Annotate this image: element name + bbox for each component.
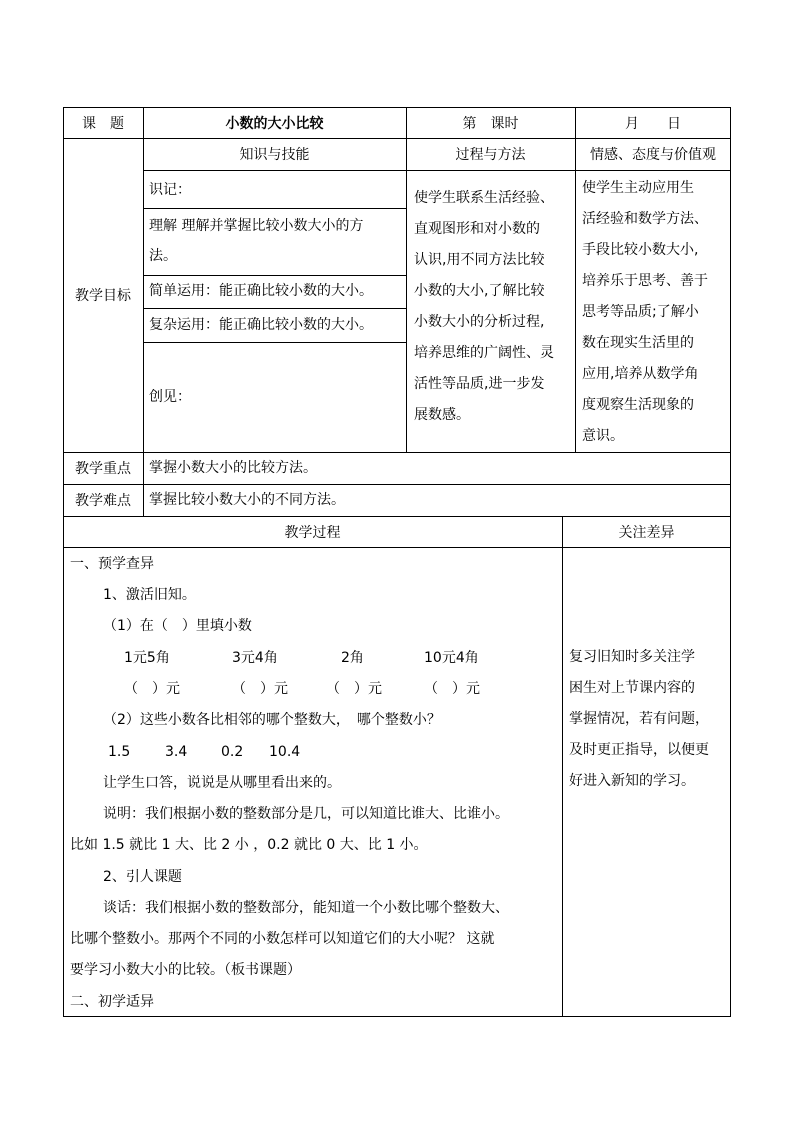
- topic-value-cell: [143, 107, 406, 138]
- date-label: 月 日: [625, 115, 681, 132]
- process-text: 比如 1.5 就比 1 大、比 2 小 ，0.2 就比 0 大、比 1 小。: [70, 837, 428, 853]
- exercise-prompt: （1）在（ ）里填小数: [103, 618, 252, 634]
- key-point-value: 掌握小数大小的比较方法。: [149, 460, 317, 476]
- attitude-text: [582, 173, 730, 452]
- notes-text: [569, 642, 731, 797]
- step-heading: 1、激活旧知。: [103, 587, 196, 603]
- attitude-line: 度观察生活现象的: [582, 397, 694, 413]
- row-divider: [63, 484, 731, 485]
- money-item: 10元4角: [424, 650, 479, 666]
- notes-header: 关注差异: [618, 524, 675, 541]
- key-point-label-cell: [63, 452, 143, 484]
- process-text: 让学生口答，说说是从哪里看出来的。: [103, 775, 341, 791]
- step-heading: 2、引人课题: [103, 869, 182, 885]
- date-cell: [575, 107, 731, 138]
- process-header-cell: [63, 516, 562, 547]
- attitude-line: 活经验和数学方法、: [582, 211, 708, 227]
- row-divider: [143, 208, 407, 209]
- exercise-prompt: （2）这些小数各比相邻的哪个整数大， 哪个整数小？: [103, 712, 441, 728]
- period-label: 第 课时: [462, 115, 519, 132]
- process-header: 教学过程: [284, 524, 341, 541]
- blank-yuan: （ ）元: [424, 681, 480, 697]
- process-text: 要学习小数大小的比较。（板书课题）: [70, 962, 301, 978]
- row-divider: [143, 170, 731, 171]
- key-point-label: 教学重点: [75, 461, 131, 477]
- money-item: 1元5角: [124, 650, 170, 666]
- notes-line: 好进入新知的学习。: [569, 773, 695, 789]
- row-divider: [63, 452, 731, 453]
- decimal-item: 1.5: [108, 744, 131, 760]
- attitude-header-cell: [575, 138, 731, 170]
- process-text: 比哪个整数小。那两个不同的小数怎样可以知道它们的大小呢？ 这就: [70, 931, 495, 947]
- attitude-line: 思考等品质;了解小: [582, 304, 699, 320]
- method-line: 使学生联系生活经验、: [414, 190, 554, 206]
- goals-label-cell: [63, 138, 143, 452]
- decimal-item: 0.2: [221, 744, 244, 760]
- goal-understand-line2: 法。: [149, 248, 177, 264]
- goal-memorize: 识记：: [149, 182, 191, 198]
- attitude-line: 应用,培养从数学角: [582, 366, 699, 382]
- method-line: 认识,用不同方法比较: [414, 252, 545, 268]
- goal-simple-use: 简单运用：能正确比较小数的大小。: [149, 283, 373, 299]
- process-text: 说明：我们根据小数的整数部分是几，可以知道比谁大、比谁小。: [103, 806, 509, 822]
- topic-label: 课 题: [82, 115, 124, 132]
- col-divider: [562, 516, 563, 1017]
- blank-yuan: （ ）元: [124, 681, 180, 697]
- method-line: 小数大小的分析过程,: [414, 314, 545, 330]
- decimal-item: 3.4: [165, 744, 188, 760]
- method-text: [414, 183, 574, 431]
- difficulty-label-cell: [63, 484, 143, 516]
- attitude-header: 情感、态度与价值观: [590, 147, 716, 163]
- notes-line: 掌握情况，若有问题，: [569, 711, 709, 727]
- money-item: 2角: [341, 650, 364, 666]
- method-header: 过程与方法: [455, 147, 526, 163]
- knowledge-header: 知识与技能: [239, 147, 310, 163]
- method-header-cell: [406, 138, 575, 170]
- period-cell: [406, 107, 575, 138]
- method-line: 小数的大小,了解比较: [414, 283, 545, 299]
- goal-insight: 创见：: [149, 389, 191, 405]
- method-line: 活性等品质,进一步发: [414, 376, 545, 392]
- method-line: 培养思维的广阔性、灵: [414, 345, 554, 361]
- lesson-title: 小数的大小比较: [225, 115, 324, 132]
- section-heading: 二、初学适异: [70, 994, 154, 1010]
- row-divider: [143, 342, 407, 343]
- row-divider: [63, 547, 731, 548]
- row-divider: [143, 308, 407, 309]
- notes-header-cell: [562, 516, 731, 547]
- goal-understand-line1: 理解 理解并掌握比较小数大小的方: [149, 218, 364, 234]
- attitude-line: 意识。: [582, 428, 624, 444]
- difficulty-label: 教学难点: [75, 493, 131, 509]
- notes-line: 及时更正指导，以便更: [569, 742, 709, 758]
- goal-complex-use: 复杂运用：能正确比较小数的大小。: [149, 317, 373, 333]
- attitude-line: 手段比较小数大小,: [582, 242, 699, 258]
- blank-yuan: （ ）元: [232, 681, 288, 697]
- difficulty-value: 掌握比较小数大小的不同方法。: [149, 492, 345, 508]
- attitude-line: 培养乐于思考、善于: [582, 273, 708, 289]
- knowledge-header-cell: [143, 138, 406, 170]
- process-text: 谈话：我们根据小数的整数部分，能知道一个小数比哪个整数大、: [103, 900, 509, 916]
- topic-label-cell: [63, 107, 143, 138]
- notes-line: 困生对上节课内容的: [569, 680, 695, 696]
- decimal-item: 10.4: [269, 744, 301, 760]
- section-heading: 一、预学查异: [70, 556, 154, 572]
- attitude-line: 数在现实生活里的: [582, 335, 694, 351]
- notes-line: 复习旧知时多关注学: [569, 649, 695, 665]
- money-item: 3元4角: [232, 650, 278, 666]
- goals-label: 教学目标: [75, 288, 131, 304]
- blank-yuan: （ ）元: [326, 681, 382, 697]
- method-line: 展数感。: [414, 407, 470, 423]
- attitude-line: 使学生主动应用生: [582, 180, 694, 196]
- method-line: 直观图形和对小数的: [414, 221, 540, 237]
- row-divider: [143, 275, 407, 276]
